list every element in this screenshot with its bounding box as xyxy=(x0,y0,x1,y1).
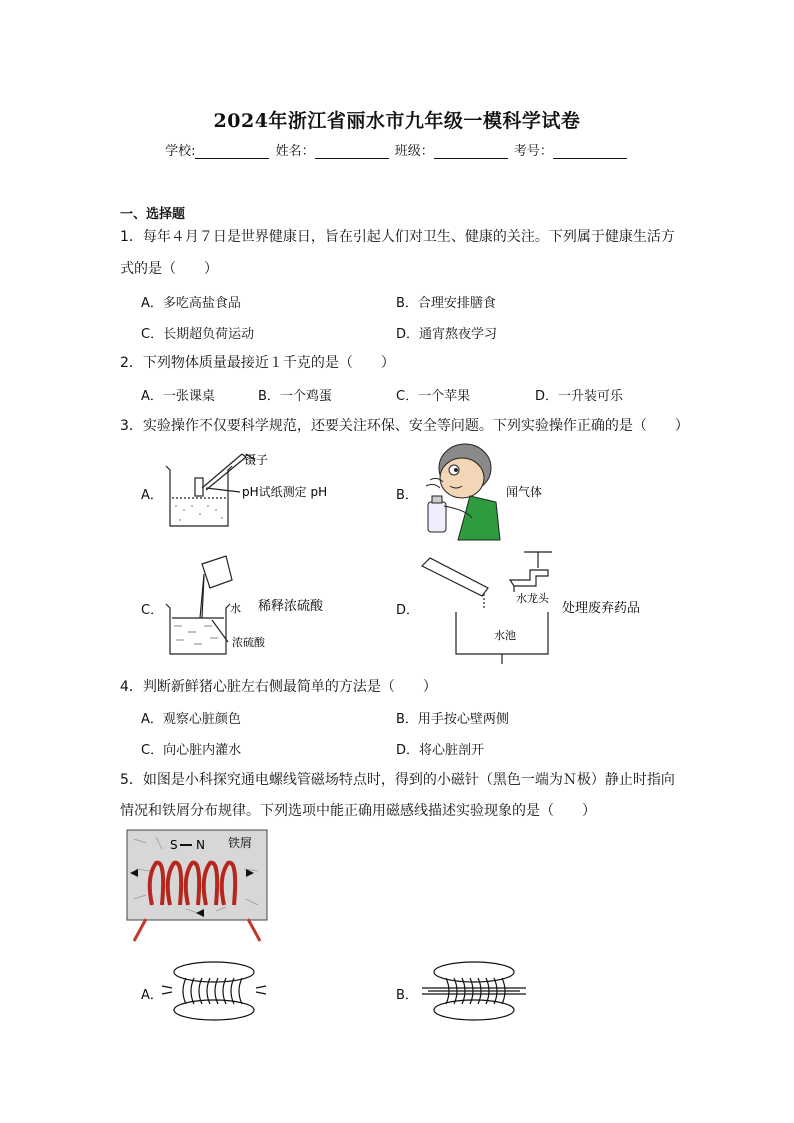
q1-option-c[interactable]: C．长期超负荷运动 xyxy=(141,327,255,342)
q2-option-d[interactable]: D．一升装可乐 xyxy=(535,389,624,404)
q1-option-a[interactable]: A．多吃高盐食品 xyxy=(141,296,241,311)
q3-option-d[interactable]: D． xyxy=(396,603,420,618)
q3-c-acid-label: 浓硫酸 xyxy=(232,636,265,649)
q5-photo-s-label: S xyxy=(170,838,178,852)
name-label: 姓名： xyxy=(275,144,315,159)
q1-stem-line1: 1．每年４月７日是世界健康日，旨在引起人们对卫生、健康的关注。下列属于健康生活方 xyxy=(120,229,675,245)
q3-d-caption: 处理废弃药品 xyxy=(562,601,641,616)
q4-option-a[interactable]: A．观察心脏颜色 xyxy=(141,712,241,727)
class-label: 班级： xyxy=(394,144,434,159)
school-blank[interactable] xyxy=(195,146,269,159)
q2-option-a[interactable]: A．一张课桌 xyxy=(141,389,215,404)
q3-c-figure xyxy=(160,554,350,656)
q3-d-figure xyxy=(418,544,654,666)
class-blank[interactable] xyxy=(434,146,508,159)
q5-a-field-diagram xyxy=(160,958,268,1024)
q5-option-b[interactable]: B． xyxy=(396,988,418,1003)
q4-option-c[interactable]: C．向心脏内灌水 xyxy=(141,743,242,758)
exam-no-label: 考号： xyxy=(513,144,553,159)
q5-b-field-diagram xyxy=(418,958,530,1024)
name-blank[interactable] xyxy=(315,146,389,159)
school-label: 学校: xyxy=(165,144,196,159)
q5-stem-line1: 5．如图是小科探究通电螺线管磁场特点时，得到的小磁针（黑色一端为Ｎ极）静止时指向 xyxy=(120,772,675,788)
q2-option-b[interactable]: B．一个鸡蛋 xyxy=(258,389,332,404)
q4-option-d[interactable]: D．将心脏剖开 xyxy=(396,743,485,758)
q2-option-c[interactable]: C．一个苹果 xyxy=(396,389,471,404)
q3-d-tap-label: 水龙头 xyxy=(516,592,549,605)
q3-stem: 3．实验操作不仅要科学规范，还要关注环保、安全等问题。下列实验操作正确的是（ ） xyxy=(120,418,689,434)
q1-option-d[interactable]: D．通宵熬夜学习 xyxy=(396,327,498,342)
q4-option-b[interactable]: B．用手按心壁两侧 xyxy=(396,712,509,727)
q2-stem: 2．下列物体质量最接近１千克的是（ ） xyxy=(120,355,395,371)
q3-c-caption: 稀释浓硫酸 xyxy=(258,599,324,614)
exam-no-blank[interactable] xyxy=(553,146,627,159)
q3-d-sink-label: 水池 xyxy=(494,629,516,642)
q3-a-tweezers-label: 镊子 xyxy=(244,453,269,467)
q5-solenoid-photo xyxy=(126,829,270,943)
q3-b-caption: 闻气体 xyxy=(506,485,543,499)
student-info-line xyxy=(0,140,794,159)
q3-option-b[interactable]: B． xyxy=(396,488,418,503)
q1-stem-line2: 式的是（ ） xyxy=(120,261,218,277)
q5-stem-line2: 情况和铁屑分布规律。下列选项中能正确用磁感线描述实验现象的是（ ） xyxy=(120,803,596,819)
q4-stem: 4．判断新鲜猪心脏左右侧最简单的方法是（ ） xyxy=(120,679,437,695)
q3-b-figure xyxy=(410,440,570,542)
q5-photo-filings-label: 铁屑 xyxy=(228,836,253,850)
q5-photo-n-label: N xyxy=(196,838,205,852)
q3-a-caption: pH试纸测定 pH xyxy=(242,485,328,499)
page-title: 2024年浙江省丽水市九年级一模科学试卷 xyxy=(213,110,581,132)
q3-option-a[interactable]: A． xyxy=(141,488,163,503)
q5-option-a[interactable]: A． xyxy=(141,988,163,1003)
q1-option-b[interactable]: B．合理安排膳食 xyxy=(396,296,496,311)
q3-c-water-label: 水 xyxy=(230,602,241,615)
q3-a-figure xyxy=(160,448,380,533)
q3-option-c[interactable]: C． xyxy=(141,603,164,618)
section-heading: 一、选择题 xyxy=(120,207,186,222)
